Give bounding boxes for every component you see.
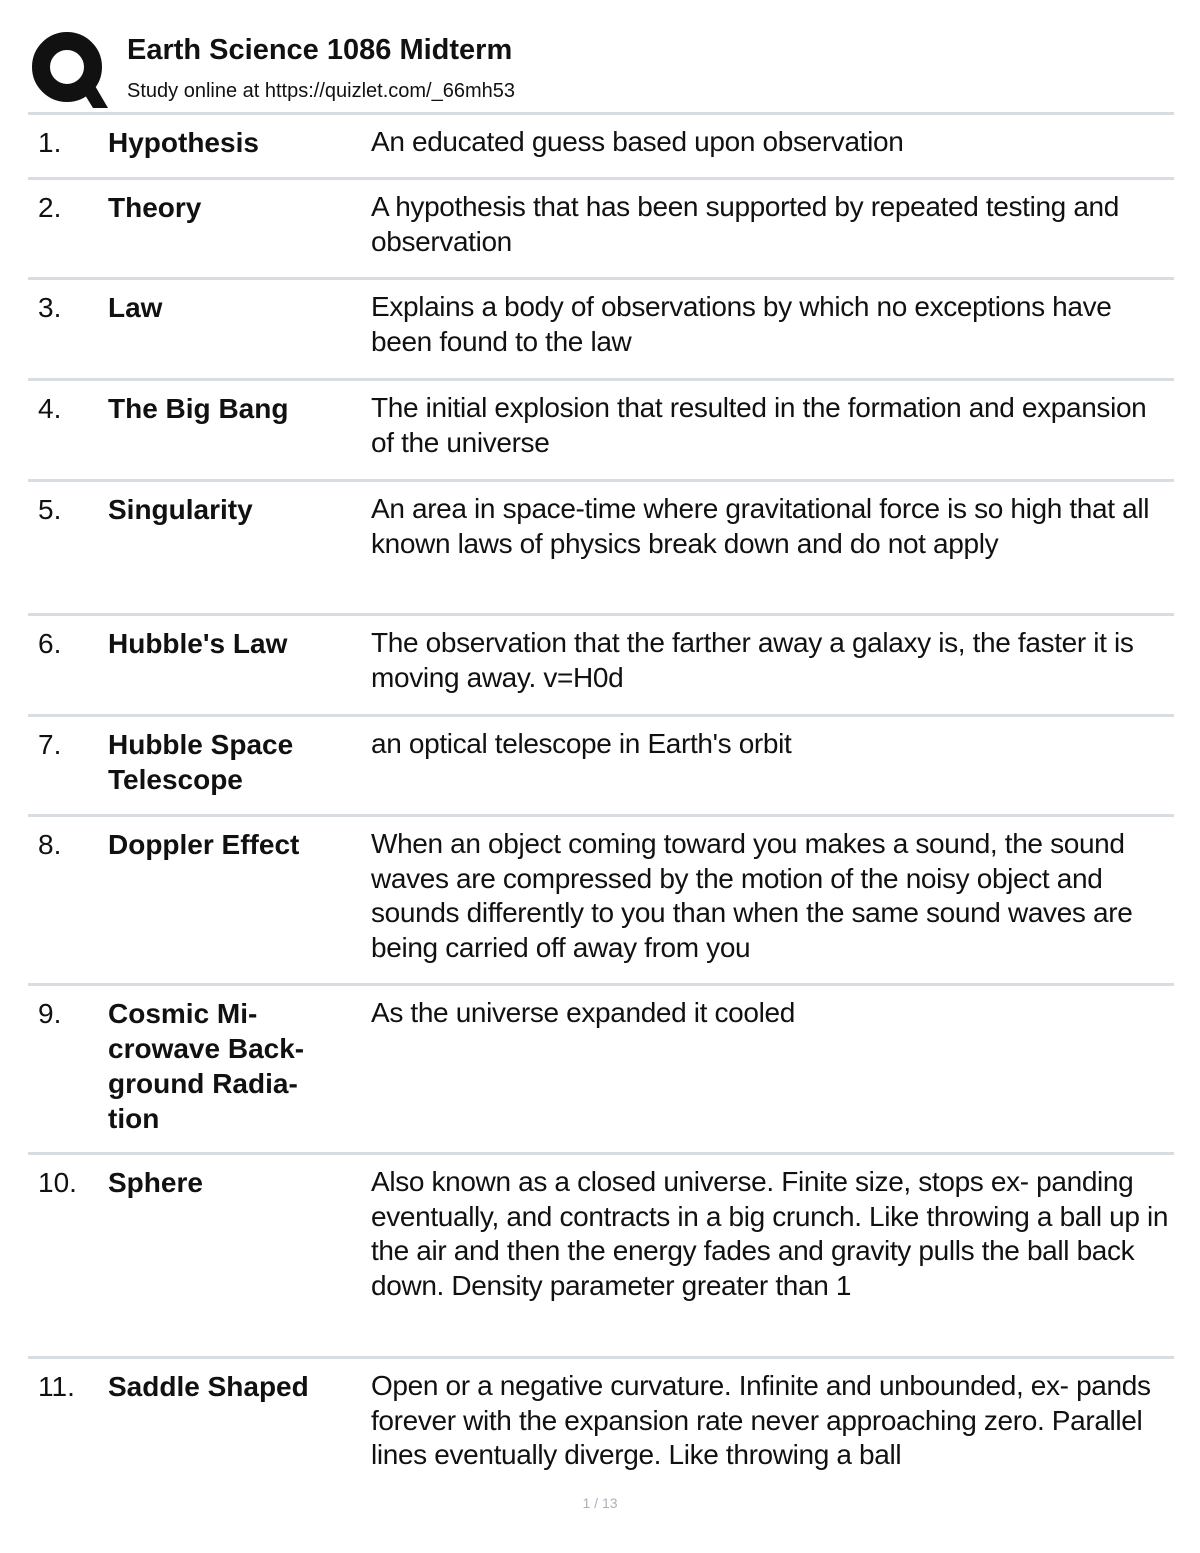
card-number: 8.	[38, 829, 62, 860]
card-definition: an optical telescope in Earth's orbit	[371, 728, 792, 759]
page-header	[28, 28, 1174, 112]
divider	[28, 1356, 1174, 1359]
card-definition: Open or a negative curvature. Infinite and unbounded, ex- pands forever with the expansion rate never approaching zero. Parallel lines eventually diverge. Like throwing a ball	[371, 1370, 1151, 1470]
divider	[28, 814, 1174, 817]
quizlet-logo-icon	[30, 30, 108, 108]
card-number: 1.	[38, 127, 62, 158]
card-number: 4.	[38, 393, 62, 424]
card-number: 3.	[38, 292, 62, 323]
divider	[28, 983, 1174, 986]
card-term: Doppler Effect	[108, 829, 300, 860]
card-number: 2.	[38, 192, 62, 223]
card-term: Law	[108, 292, 163, 323]
divider	[28, 378, 1174, 381]
card-definition: An educated guess based upon observation	[371, 126, 904, 157]
study-online-link-text: Study online at https://quizlet.com/_66mh53	[127, 80, 516, 102]
card-term: The Big Bang	[108, 393, 289, 424]
card-term: Hubble's Law	[108, 628, 288, 659]
card-number: 11.	[38, 1371, 75, 1402]
card-term: Sphere	[108, 1167, 203, 1198]
card-term: Hypothesis	[108, 127, 259, 158]
card-term: Singularity	[108, 494, 253, 525]
card-term: Cosmic Mi- crowave Back- ground Radia- tion	[108, 998, 305, 1134]
card-term: Hubble Space Telescope	[108, 729, 294, 795]
card-definition: As the universe expanded it cooled	[371, 997, 795, 1028]
card-definition: Explains a body of observations by which no exceptions have been found to the law	[371, 291, 1112, 357]
divider	[28, 479, 1174, 482]
divider	[28, 613, 1174, 616]
card-number: 6.	[38, 628, 62, 659]
card-number: 5.	[38, 494, 62, 525]
card-definition: An area in space-time where gravitational force is so high that all known laws of physics break down and do not apply	[371, 493, 1150, 559]
divider	[28, 277, 1174, 280]
divider	[28, 112, 1174, 115]
document-title: Earth Science 1086 Midterm	[127, 34, 513, 66]
page-number: 1 / 13	[582, 1495, 618, 1511]
divider	[28, 714, 1174, 717]
divider	[28, 177, 1174, 180]
card-term: Saddle Shaped	[108, 1371, 309, 1402]
divider	[28, 1152, 1174, 1155]
card-number: 10.	[38, 1167, 77, 1198]
card-number: 9.	[38, 998, 62, 1029]
card-definition: Also known as a closed universe. Finite size, stops ex- panding eventually, and contracts in a big crunch. Like throwing a ball up in the air and then the energy fades and gravity pulls the ball back down. Density parameter greater than 1	[371, 1166, 1169, 1301]
card-definition: The initial explosion that resulted in the formation and expansion of the universe	[371, 392, 1147, 458]
card-definition: The observation that the farther away a galaxy is, the faster it is moving away. v=H0d	[371, 627, 1134, 693]
card-term: Theory	[108, 192, 202, 223]
card-definition: When an object coming toward you makes a sound, the sound waves are compressed by the motion of the noisy object and sounds differently to you than when the same sound waves are being carried off away from you	[371, 828, 1133, 963]
card-definition: A hypothesis that has been supported by repeated testing and observation	[371, 191, 1120, 257]
card-number: 7.	[38, 729, 62, 760]
